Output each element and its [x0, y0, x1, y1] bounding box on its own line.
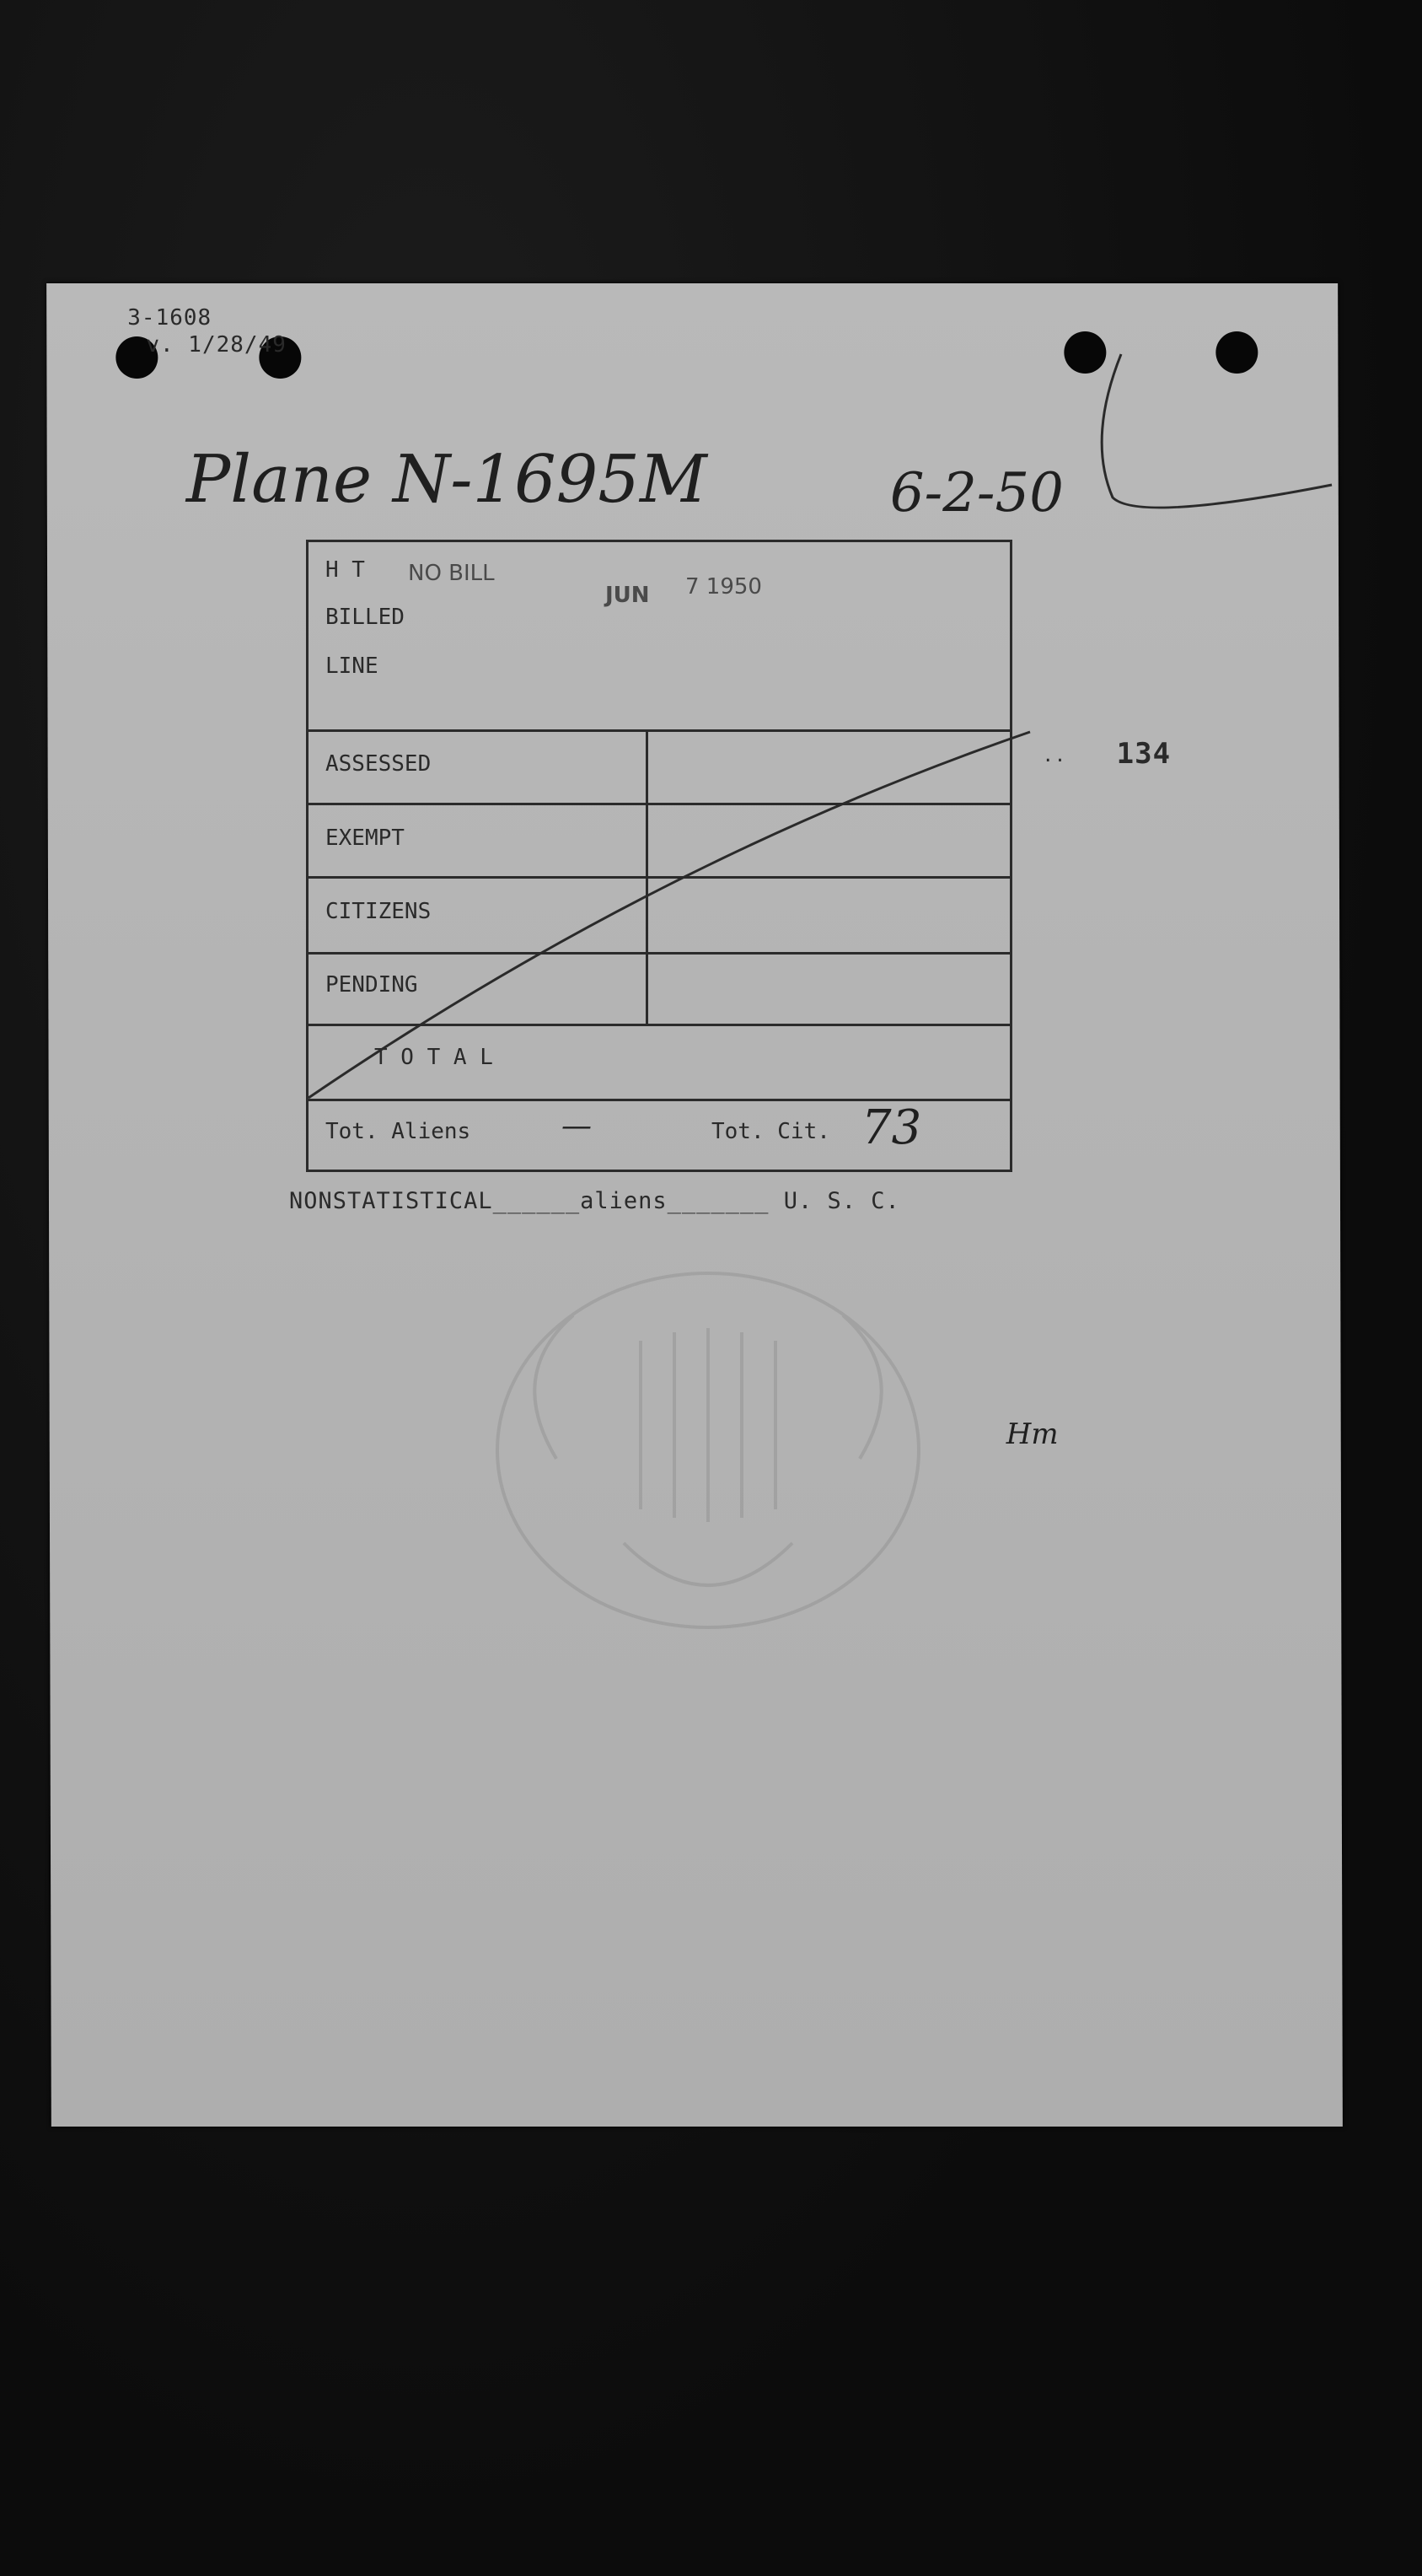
seal-watermark: [405, 1240, 1011, 1678]
date-stamp-day-year: 7 1950: [685, 574, 762, 600]
initials: Hm: [1006, 1417, 1059, 1451]
tot-cit-label: Tot. Cit.: [711, 1119, 830, 1144]
nonstatistical-line: NONSTATISTICAL______aliens_______ U. S. C.: [288, 1188, 900, 1214]
no-bill-stamp: NO BILL: [408, 561, 495, 586]
tot-aliens-label: Tot. Aliens: [325, 1119, 471, 1144]
total-label: T O T A L: [374, 1045, 493, 1070]
header-line: LINE: [325, 653, 378, 679]
date-stamp-month: JUN: [605, 583, 650, 608]
form-revision: v. 1/28/49: [146, 332, 287, 358]
header-billed: BILLED: [325, 605, 405, 630]
corner-curve-stroke: [1102, 354, 1332, 508]
row-pending: PENDING: [325, 972, 418, 998]
handwritten-date: 6-2-50: [889, 462, 1065, 524]
margin-dash: ..: [1042, 745, 1067, 766]
handwritten-plane-id: Plane N-1695M: [185, 442, 707, 518]
row-citizens: CITIZENS: [325, 899, 432, 924]
header-ht: H T: [325, 557, 365, 583]
row-assessed: ASSESSED: [325, 751, 432, 777]
margin-number: 134: [1116, 737, 1172, 771]
tot-aliens-value: —: [561, 1109, 592, 1143]
tot-cit-value: 73: [861, 1100, 922, 1155]
row-exempt: EXEMPT: [325, 826, 405, 851]
diagonal-cancel-stroke: [309, 732, 1030, 1098]
form-number: 3-1608: [127, 305, 212, 331]
